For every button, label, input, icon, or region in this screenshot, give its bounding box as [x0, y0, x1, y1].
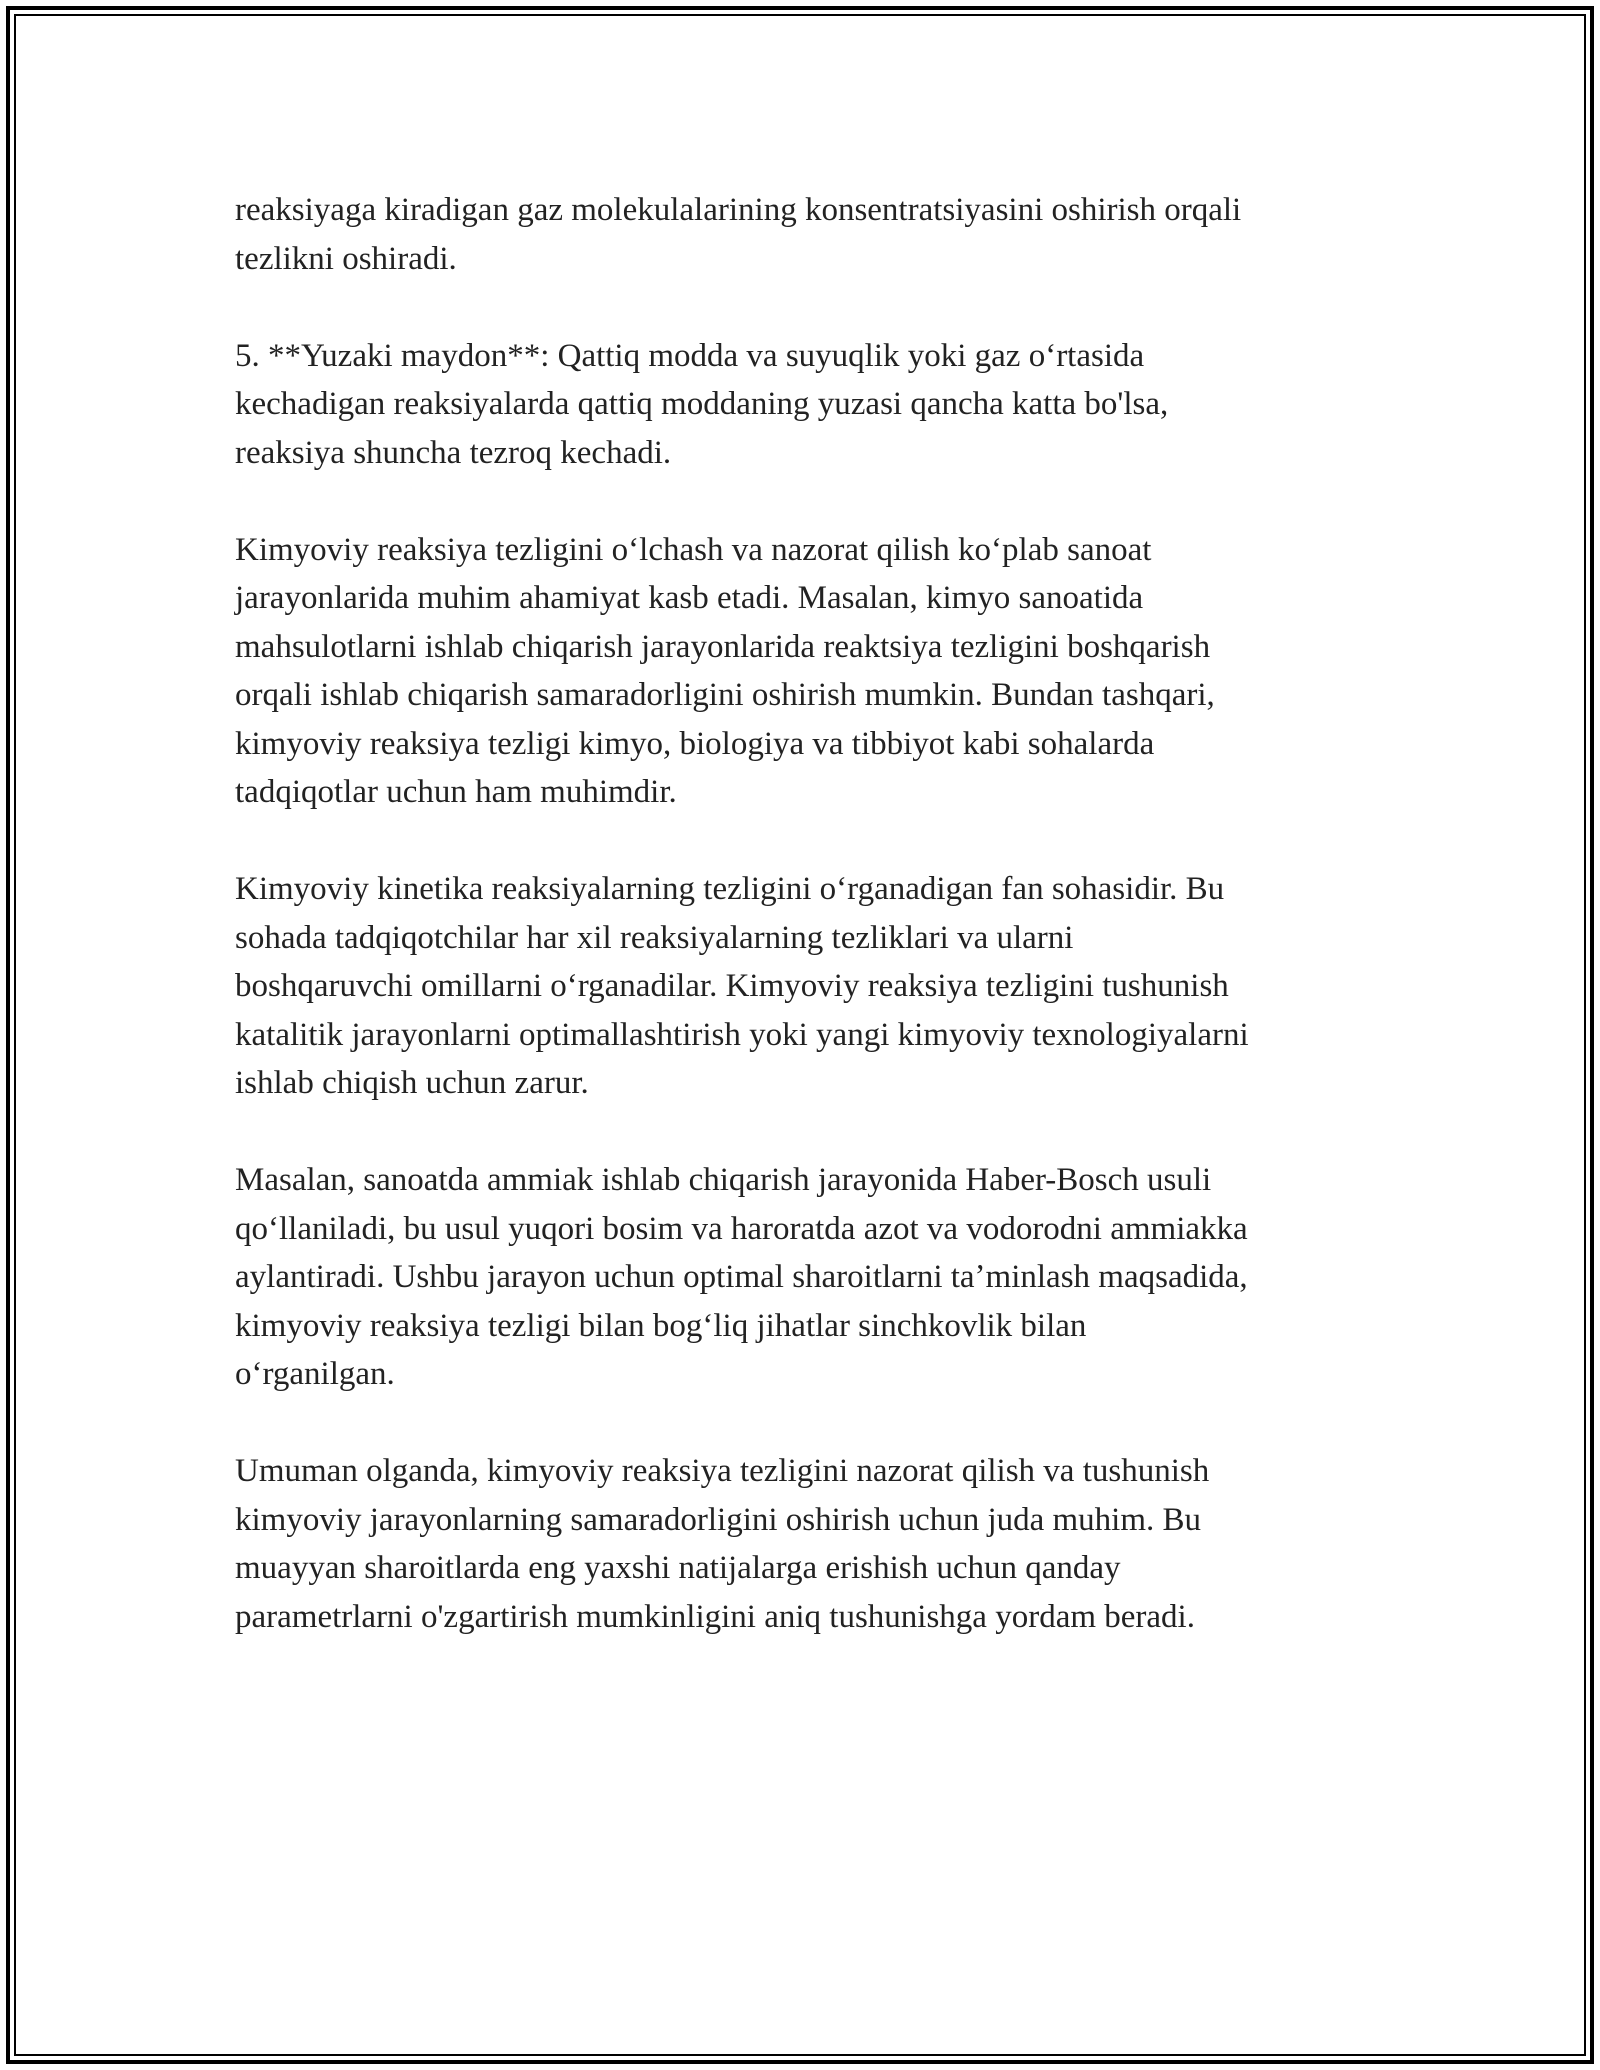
paragraph-chemical-kinetics: Kimyoviy kinetika reaksiyalarning tezligini oʻrganadigan fan sohasidir. Bu sohada tadqiqotchilar har xil reaksiyalarning tezliklari va ularni boshqaruvchi omillarni oʻrganadilar. Kimyoviy reaksiya tezligini tushunish katalitik jarayonlarni optimallashtirish yoki yangi kimyoviy texnologiyalarni ishlab chiqish uchun zarur. — [235, 871, 1249, 1101]
paragraph-haber-bosch: Masalan, sanoatda ammiak ishlab chiqarish jarayonida Haber-Bosch usuli qoʻllaniladi, bu usul yuqori bosim va haroratda azot va vodorodni ammiakka aylantiradi. Ushbu jarayon uchun optimal sharoitlarni taʼminlash maqsadida, kimyoviy reaksiya tezligi bilan bogʻliq jihatlar sinchkovlik bilan oʻrganilgan. — [235, 1162, 1248, 1392]
paragraph-industrial-importance: Kimyoviy reaksiya tezligini oʻlchash va nazorat qilish koʻplab sanoat jarayonlarida muhim ahamiyat kasb etadi. Masalan, kimyo sanoatida mahsulotlarni ishlab chiqarish jarayonlarida reaktsiya tezligini boshqarish orqali ishlab chiqarish samaradorligini oshirish mumkin. Bundan tashqari, kimyoviy reaksiya tezligi kimyo, biologiya va tibbiyot kabi sohalarda tadqiqotlar uchun ham muhimdir. — [235, 531, 1215, 810]
paragraph-gas-concentration: reaksiyaga kiradigan gaz molekulalarining konsentratsiyasini oshirish orqali tezlikni oshiradi. — [235, 192, 1242, 277]
document-body — [235, 186, 1375, 1690]
paragraph-conclusion: Umuman olganda, kimyoviy reaksiya tezligini nazorat qilish va tushunish kimyoviy jarayonlarning samaradorligini oshirish uchun juda muhim. Bu muayyan sharoitlarda eng yaxshi natijalarga erishish uchun qanday parametrlarni o'zgartirish mumkinligini aniq tushunishga yordam beradi. — [235, 1453, 1210, 1635]
paragraph-surface-area: 5. **Yuzaki maydon**: Qattiq modda va suyuqlik yoki gaz oʻrtasida kechadigan reaksiyalarda qattiq moddaning yuzasi qancha katta bo'lsa, reaksiya shuncha tezroq kechadi. — [235, 337, 1169, 471]
